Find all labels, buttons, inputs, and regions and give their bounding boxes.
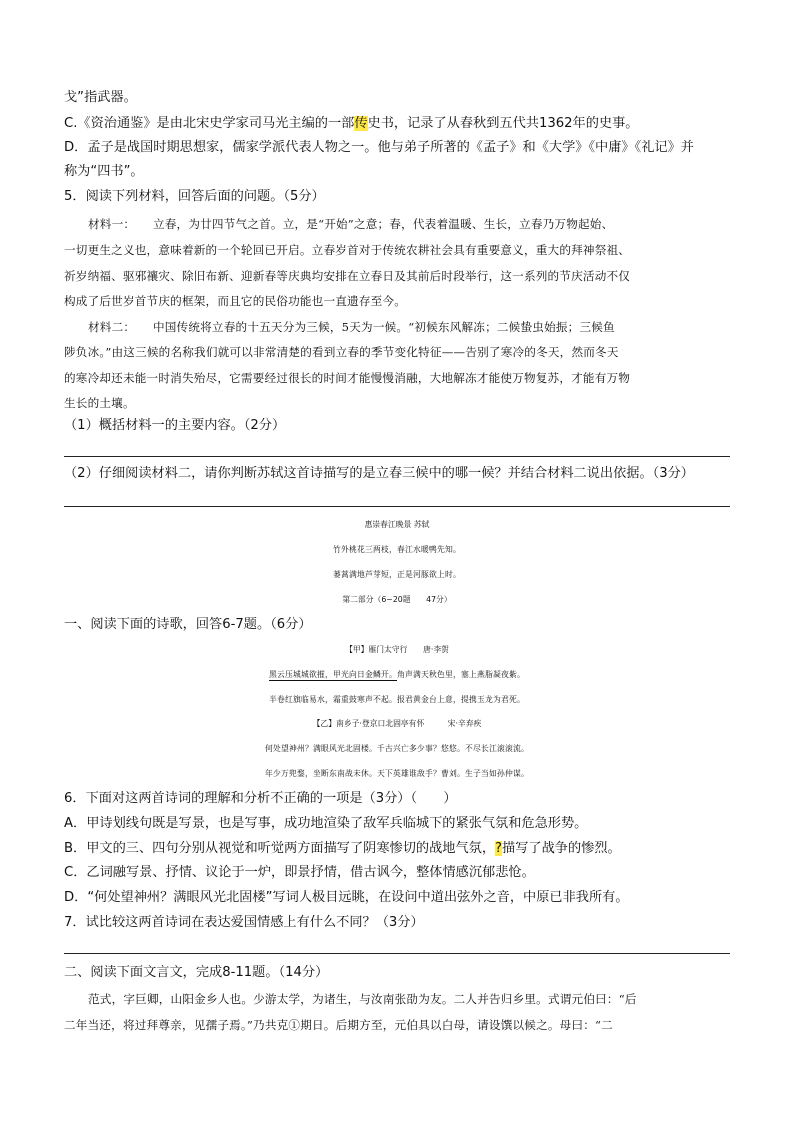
question-5-title: 5．阅读下列材料，回答后面的问题。（5分） <box>64 189 325 204</box>
material-1-line: 一切更生之义也，意味着新的一个轮回已开启。立春岁首对于传统农耕社会具有重要意义，重大的拜神祭祖、 <box>64 243 631 257</box>
classical-text-line: 二年当还，将过拜尊亲，见孺子焉。”乃共克①期日。后期方至，元伯具以白母，请设馔以候之。母曰：“二 <box>64 1018 613 1032</box>
poem-yi-title: 【乙】南乡子·登京口北固亭有怀 宋·辛弃疾 <box>312 719 482 728</box>
poem-title: 惠崇春江晚景 苏轼 <box>364 520 430 529</box>
sub-question-1: （1）概括材料一的主要内容。（2分） <box>64 418 286 433</box>
highlighted-char: ? <box>495 841 503 856</box>
poem-yi-line: 何处望神州？满眼风光北固楼。千古兴亡多少事？悠悠。不尽长江滚滚流。 <box>265 744 529 753</box>
classical-text-line: 范式，字巨卿，山阳金乡人也。少游太学，为诸生，与汝南张劭为友。二人并告归乡里。式谓元伯曰：“后 <box>88 992 637 1006</box>
material-2-line: 材料二： 中国传统将立春的十五天分为三候，5天为一候。“初候东风解冻；二候蛰虫始振；三候鱼 <box>88 320 615 334</box>
material-1-line: 祈岁纳福、驱邪禳灾、除旧布新、迎新春等庆典均安排在立春日及其前后时段举行，这一系列的节庆活动不仅 <box>64 269 631 283</box>
poem-line: 蒌蒿满地芦芽短，正是河豚欲上时。 <box>333 570 461 579</box>
verse: 角声满天秋色里，塞上燕脂凝夜紫。 <box>397 670 525 679</box>
part-title: 第二部分（6~20题 47分） <box>342 595 452 604</box>
highlighted-char: 传 <box>354 116 368 131</box>
underlined-verse: 黑云压城城欲摧，甲光向日金鳞开。 <box>269 670 397 679</box>
option-c-intro <box>64 115 638 133</box>
material-2-line: 的寒冷却还未能一时消失殆尽，它需要经过很长的时间才能慢慢消融，大地解冻才能使万物复苏，才能有万物 <box>64 371 631 385</box>
question-7-title: 7．试比较这两首诗词在表达爱国情感上有什么不同？（3分） <box>64 915 424 930</box>
text-segment: B．甲文的三、四句分别从视觉和听觉两方面描写了阴寒惨切的战地气氛， <box>64 841 496 856</box>
answer-line <box>64 506 730 507</box>
text-segment: C.《资治通鉴》是由北宋史学家司马光主编的一部 <box>64 116 355 131</box>
poem-jia-title: 【甲】雁门太守行 唐·李贺 <box>345 645 449 654</box>
material-1-line: 材料一： 立春，为廿四节气之首。立，是“开始”之意；春，代表着温暖、生长，立春乃万物起始、 <box>88 217 614 231</box>
option-d: D．“何处望神州？满眼风光北固楼”写词人极目远眺，在设问中道出弦外之音，中原已非我所有。 <box>64 890 629 905</box>
text-segment: 史书，记录了从春秋到五代共1362年的史事。 <box>367 116 639 131</box>
poem-line: 竹外桃花三两枝，春江水暖鸭先知。 <box>333 545 461 554</box>
poem-jia-line <box>0 666 794 684</box>
option-c: C．乙词融写景、抒情、议论于一炉，即景抒情，借古讽今，整体情感沉郁悲怆。 <box>64 865 535 880</box>
text-line: 戈”指武器。 <box>64 90 137 105</box>
text-segment: 描写了战争的惨烈。 <box>502 841 621 856</box>
material-2-line: 生长的土壤。 <box>64 396 135 410</box>
material-1-line: 构成了后世岁首节庆的框架，而且它的民俗功能也一直遗存至今。 <box>64 294 407 308</box>
text-line: 称为“四书”。 <box>64 164 144 179</box>
section-title: 一、阅读下面的诗歌，回答6-7题。（6分） <box>64 617 312 632</box>
poem-yi-line: 年少万兜鍪，坐断东南战未休。天下英雄谁敌手？曹刘。生子当如孙仲谋。 <box>265 769 529 778</box>
option-d-intro: D．孟子是战国时期思想家，儒家学派代表人物之一。他与弟子所著的《孟子》和《大学》《中庸》《礼记》并 <box>64 140 694 155</box>
poem-jia-line: 半卷红旗临易水，霜重鼓寒声不起。报君黄金台上意，提携玉龙为君死。 <box>269 695 525 704</box>
question-6-title: 6．下面对这两首诗词的理解和分析不正确的一项是（3分）（ ） <box>64 791 457 806</box>
option-b <box>64 840 621 858</box>
answer-line <box>64 456 730 457</box>
option-a: A．甲诗划线句既是写景，也是写事，成功地渲染了敌军兵临城下的紧张气氛和危急形势。 <box>64 816 588 831</box>
section-title: 二、阅读下面文言文，完成8-11题。（14分） <box>64 965 329 980</box>
answer-line <box>64 953 730 954</box>
material-2-line: 陟负冰。”由这三候的名称我们就可以非常清楚的看到立春的季节变化特征——告别了寒冷的冬天，然而冬天 <box>64 345 619 359</box>
sub-question-2: （2）仔细阅读材料二，请你判断苏轼这首诗描写的是立春三候中的哪一候？并结合材料二说出依据。（3分） <box>64 466 694 481</box>
